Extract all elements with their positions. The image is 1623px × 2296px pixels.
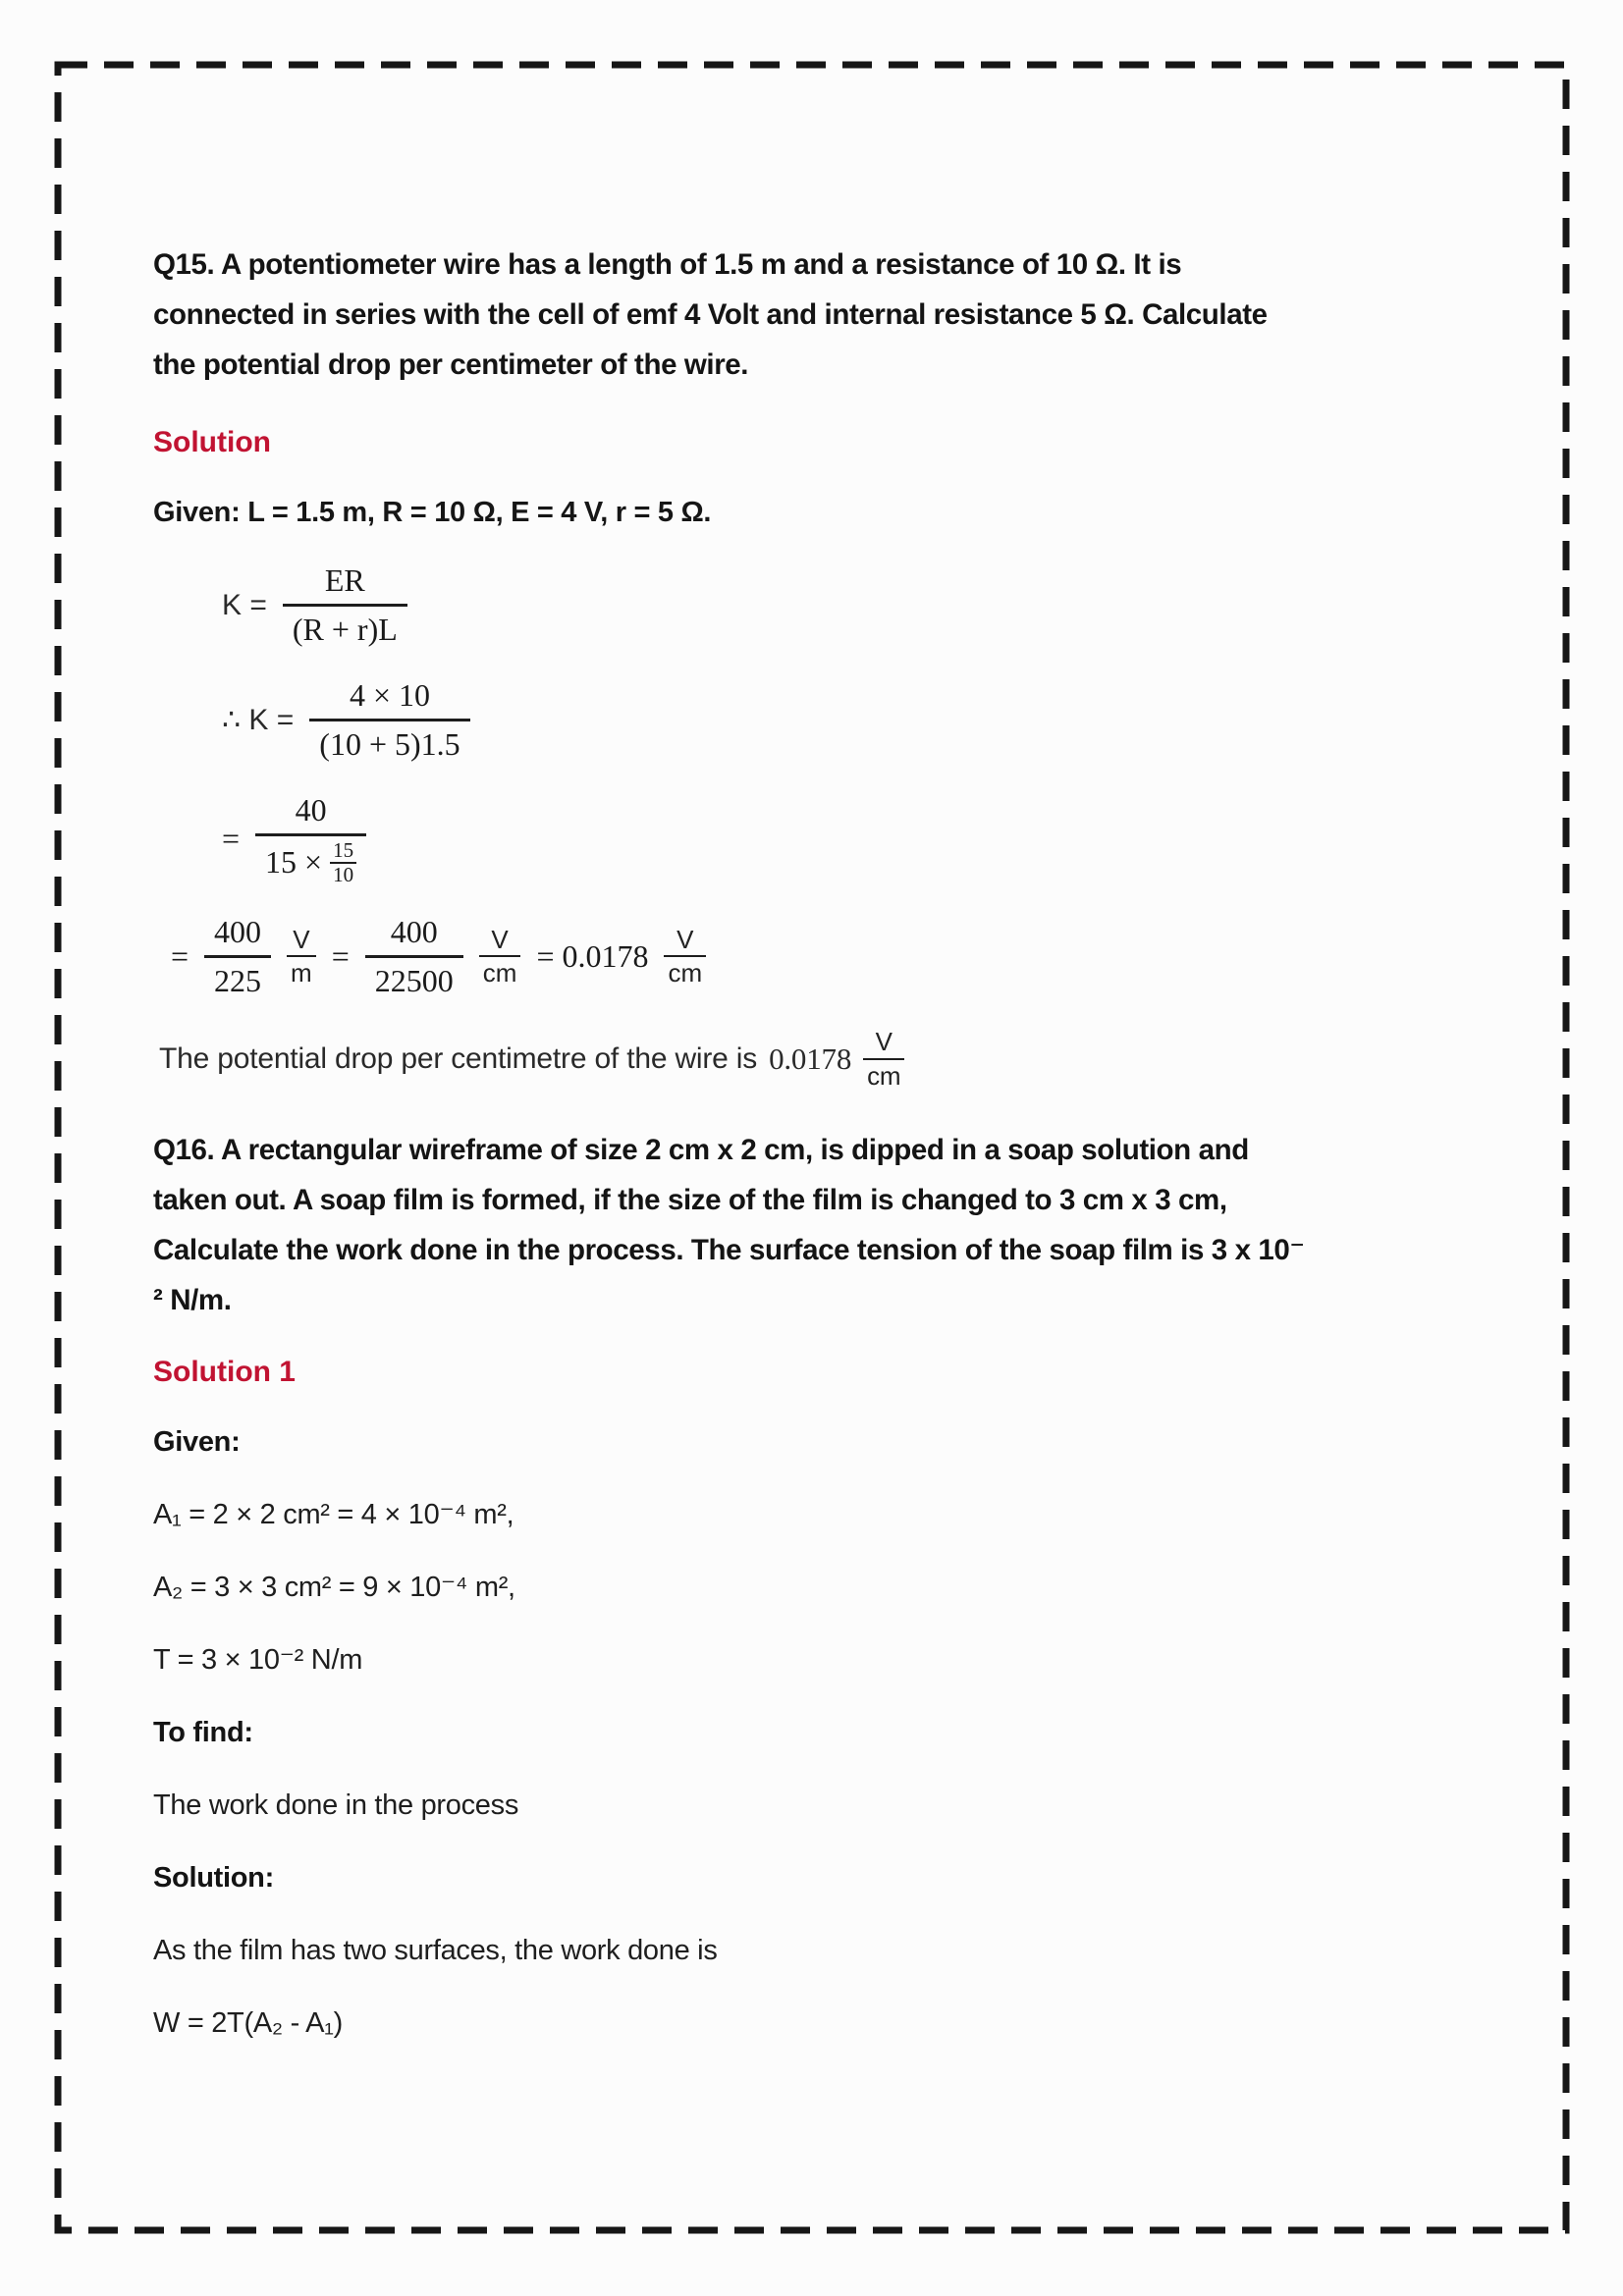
- q15-line-3: the potential drop per centimeter of the wire.: [153, 348, 749, 381]
- equals-sign: =: [222, 820, 241, 856]
- fraction-numerator: 40: [295, 792, 327, 828]
- fraction-denominator: (10 + 5)1.5: [309, 719, 469, 766]
- q15-question: [153, 240, 1400, 390]
- q16-line-4: ² N/m.: [153, 1283, 232, 1316]
- fraction-numerator: ER: [324, 562, 365, 598]
- formula-therefore-lhs: ∴ K =: [222, 704, 295, 737]
- nested-numerator: 15: [333, 837, 354, 862]
- fraction-numerator: 400: [390, 914, 438, 950]
- result-value: = 0.0178: [536, 938, 649, 975]
- q16-area1-line: A₁ = 2 × 2 cm² = 4 × 10⁻⁴ m²,: [153, 1498, 514, 1530]
- fraction-denominator: 22500: [365, 955, 463, 1002]
- fraction-denominator: [255, 833, 366, 886]
- q16-solution-text: As the film has two surfaces, the work done is: [153, 1934, 718, 1966]
- formula-k-substituted: [222, 675, 1400, 765]
- fraction-numerator: 4 × 10: [349, 677, 430, 714]
- q16-tofind-text: The work done in the process: [153, 1789, 519, 1821]
- q16-tofind-label: To find:: [153, 1716, 253, 1748]
- q16-line-3: Calculate the work done in the process. The surface tension of the soap film is 3 x 10⁻: [153, 1233, 1305, 1266]
- unit-fraction-v-per-m: [287, 925, 316, 988]
- q16-tension-line: T = 3 × 10⁻² N/m: [153, 1643, 363, 1676]
- fraction: [204, 912, 271, 1001]
- formula-result: [171, 912, 1400, 1001]
- fraction-numerator: 400: [214, 914, 262, 950]
- fraction: [255, 790, 366, 886]
- equals-sign: =: [331, 938, 350, 975]
- q16-work-formula: W = 2T(A₂ - A₁): [153, 2006, 343, 2039]
- unit-numerator: V: [875, 1027, 893, 1057]
- fraction-denominator: (R + r)L: [283, 604, 407, 651]
- unit-denominator: cm: [863, 1058, 904, 1092]
- q16-solution-step-label: Solution:: [153, 1861, 274, 1894]
- fraction: [309, 675, 469, 765]
- q15-solution-heading: Solution: [153, 426, 271, 458]
- unit-numerator: V: [491, 925, 509, 955]
- unit-fraction-v-per-cm: [664, 925, 706, 988]
- denominator-text: 15 ×: [265, 844, 323, 881]
- conclusion-value: 0.0178: [769, 1041, 852, 1077]
- equals-sign: =: [171, 938, 189, 975]
- q16-question: [153, 1125, 1400, 1325]
- nested-fraction: [330, 839, 356, 886]
- unit-denominator: m: [287, 955, 316, 988]
- q16-line-2: taken out. A soap film is formed, if the size of the film is changed to 3 cm x 3 cm,: [153, 1183, 1227, 1216]
- fraction: [365, 912, 463, 1001]
- q15-conclusion: [159, 1027, 1400, 1091]
- unit-fraction-v-per-cm: [863, 1027, 904, 1091]
- q16-line-1: Q16. A rectangular wireframe of size 2 cm x 2 cm, is dipped in a soap solution and: [153, 1133, 1249, 1166]
- q15-line-2: connected in series with the cell of emf 4 Volt and internal resistance 5 Ω. Calculate: [153, 298, 1268, 331]
- document-content: [153, 240, 1400, 2040]
- q16-solution-heading: Solution 1: [153, 1355, 296, 1388]
- q16-area2-line: A₂ = 3 × 3 cm² = 9 × 10⁻⁴ m²,: [153, 1571, 515, 1603]
- q15-given-line: Given: L = 1.5 m, R = 10 Ω, E = 4 V, r = 5 Ω.: [153, 497, 712, 528]
- fraction: [283, 561, 407, 650]
- formula-k-definition: [222, 561, 1400, 650]
- formula-k-lhs: K =: [222, 588, 267, 621]
- conclusion-text: The potential drop per centimetre of the wire is: [159, 1042, 758, 1076]
- formula-simplified: [222, 790, 1400, 886]
- q16-given-label: Given:: [153, 1425, 241, 1458]
- q15-line-1: Q15. A potentiometer wire has a length of 1.5 m and a resistance of 10 Ω. It is: [153, 248, 1182, 281]
- unit-fraction-v-per-cm: [479, 925, 521, 988]
- fraction-denominator: 225: [204, 955, 271, 1002]
- unit-denominator: cm: [479, 955, 521, 988]
- unit-numerator: V: [293, 925, 310, 955]
- unit-numerator: V: [676, 925, 694, 955]
- unit-denominator: cm: [664, 955, 706, 988]
- nested-denominator: 10: [330, 862, 356, 886]
